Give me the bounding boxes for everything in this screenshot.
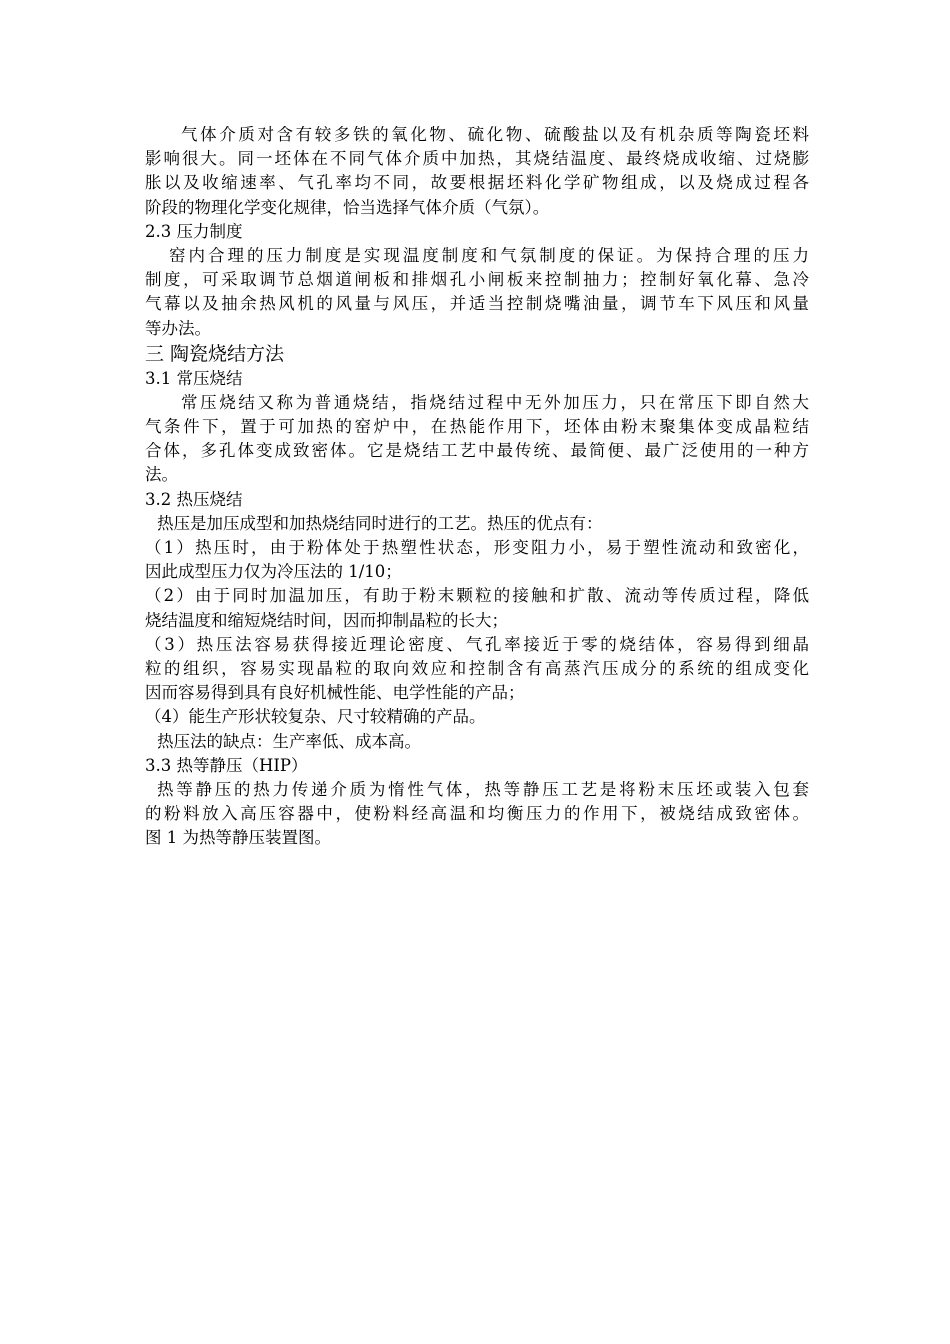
paragraph-pressure [145, 244, 809, 341]
list-item-3 [145, 633, 809, 706]
text-line: 粒的组织，容易实现晶粒的取向效应和控制含有高蒸汽压成分的系统的组成变化 [145, 658, 809, 678]
text-line: 阶段的物理化学变化规律，恰当选择气体介质（气氛）。 [145, 197, 550, 217]
section-heading-3-1: 3.1 常压烧结 [145, 368, 243, 388]
paragraph-normal-sintering [145, 391, 809, 488]
text-line: 等办法。 [145, 318, 211, 338]
text-line: 合体，多孔体变成致密体。它是烧结工艺中最传统、最简便、最广泛使用的一种方 [145, 441, 809, 461]
text-line: 常压烧结又称为普通烧结，指烧结过程中无外加压力，只在常压下即自然大 [181, 392, 809, 412]
chapter-heading-3: 三 陶瓷烧结方法 [145, 342, 285, 365]
list-item-1 [145, 536, 809, 584]
text-line: 因而容易得到具有良好机械性能、电学性能的产品； [145, 683, 525, 703]
paragraph-atmosphere [145, 123, 809, 220]
text-line: 气体介质对含有较多铁的氧化物、硫化物、硫酸盐以及有机杂质等陶瓷坯料 [181, 125, 809, 144]
text-line: 气条件下，置于可加热的窑炉中，在热能作用下，坯体由粉末聚集体变成晶粒结 [145, 417, 809, 437]
text-line: 烧结温度和缩短烧结时间，因而抑制晶粒的长大； [145, 610, 508, 630]
section-heading-3-3: 3.3 热等静压（HIP） [145, 755, 308, 775]
text-line: 图 1 为热等静压装置图。 [145, 828, 331, 848]
text-line: 热等静压的热力传递介质为惰性气体，热等静压工艺是将粉末压坯或装入包套 [157, 779, 809, 799]
text-line: 热压法的缺点：生产率低、成本高。 [157, 731, 421, 751]
document-page [145, 123, 809, 850]
section-heading-3-2: 3.2 热压烧结 [145, 489, 243, 509]
text-line: （3）热压法容易获得接近理论密度、气孔率接近于零的烧结体，容易得到细晶 [145, 634, 809, 654]
text-line: （1）热压时，由于粉体处于热塑性状态，形变阻力小，易于塑性流动和致密化， [145, 538, 809, 557]
text-line: 影响很大。同一坯体在不同气体介质中加热，其烧结温度、最终烧成收缩、过烧膨 [145, 149, 809, 169]
text-line: 法。 [145, 465, 178, 485]
text-line: 的粉料放入高压容器中，使粉料经高温和均衡压力的作用下，被烧结成致密体。 [145, 804, 809, 824]
text-line: 气幕以及抽余热风机的风量与风压，并适当控制烧嘴油量，调节车下风压和风量 [145, 294, 809, 314]
text-line: 胀以及收缩速率、气孔率均不同，故要根据坯料化学矿物组成，以及烧成过程各 [145, 173, 809, 193]
list-item-2 [145, 584, 809, 632]
paragraph-hip [145, 778, 809, 851]
list-item-4: （4）能生产形状较复杂、尺寸较精确的产品。 [145, 707, 486, 727]
text-line: 热压是加压成型和加热烧结同时进行的工艺。热压的优点有： [157, 513, 603, 533]
text-line: 因此成型压力仅为冷压法的 1/10； [145, 562, 402, 582]
text-line: （2）由于同时加温加压，有助于粉末颗粒的接触和扩散、流动等传质过程，降低 [145, 586, 809, 606]
text-line: 制度，可采取调节总烟道闸板和排烟孔小闸板来控制抽力；控制好氧化幕、急冷 [145, 270, 809, 290]
text-line: 窑内合理的压力制度是实现温度制度和气氛制度的保证。为保持合理的压力 [169, 245, 809, 265]
section-heading-2-3: 2.3 压力制度 [145, 221, 243, 241]
